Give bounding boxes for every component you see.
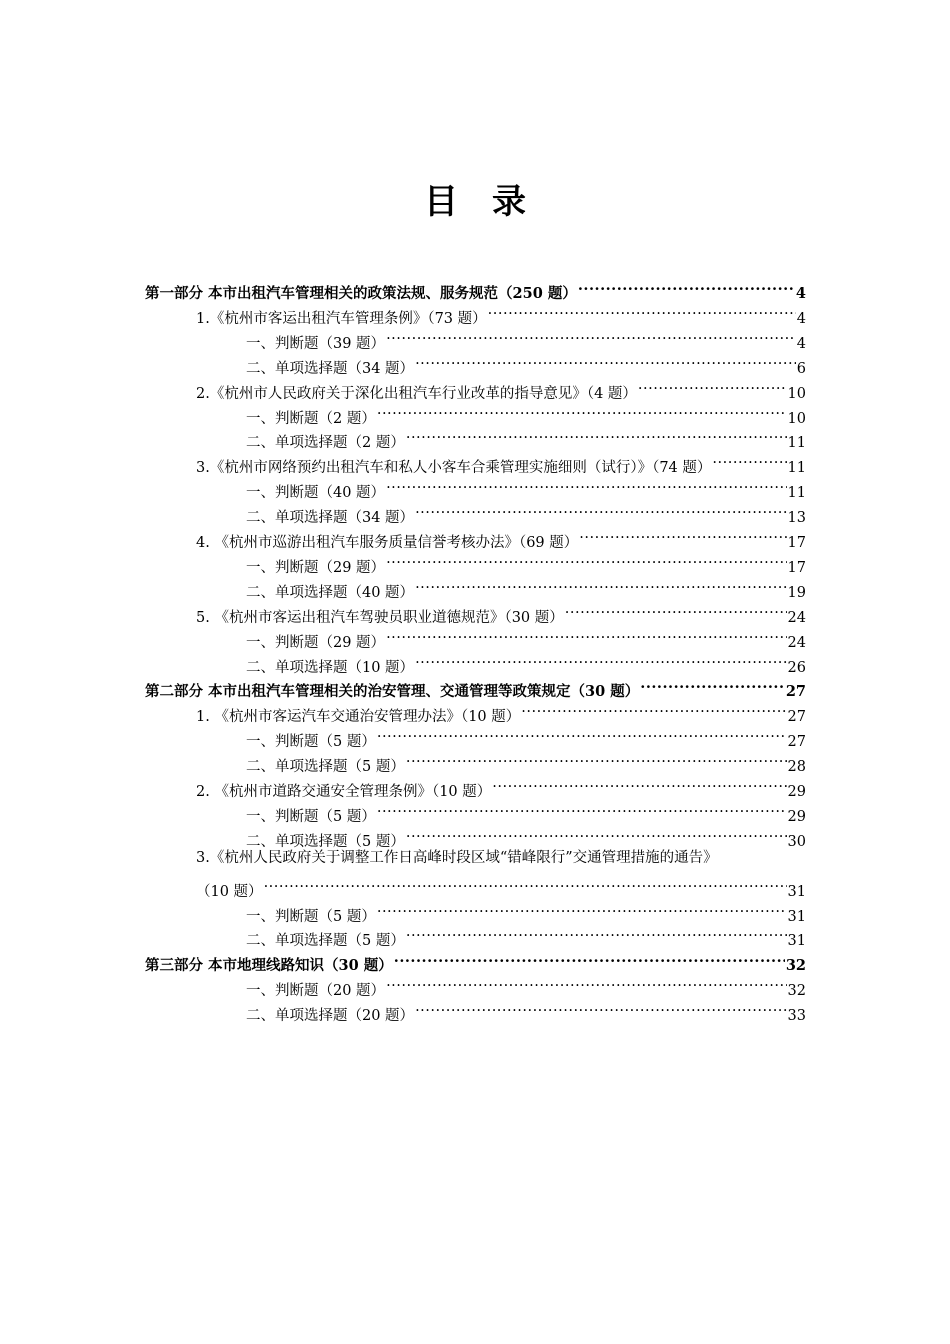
toc-page-number: 32 (787, 983, 806, 1000)
toc-section-entry[interactable] (246, 721, 806, 751)
toc-entry-label: 二、单项选择题（20 题） (246, 1008, 415, 1025)
toc-section-entry[interactable] (246, 796, 806, 825)
toc-section-entry[interactable] (246, 547, 806, 576)
toc-page-number: 28 (787, 759, 806, 776)
toc-section-entry[interactable] (246, 348, 806, 377)
toc-entry-label: 一、判断题（5 题） (246, 908, 376, 925)
toc-chapter-entry[interactable] (196, 373, 806, 402)
toc-dot-leader (386, 323, 796, 348)
toc-part-entry[interactable] (145, 273, 806, 302)
toc-page-number: 11 (787, 460, 806, 477)
toc-chapter-entry[interactable] (196, 597, 806, 626)
toc-part-entry[interactable] (145, 671, 806, 701)
toc-dot-leader (377, 896, 787, 921)
toc-page-number: 32 (785, 957, 806, 975)
toc-page-number: 11 (787, 485, 806, 502)
toc-dot-leader (406, 821, 787, 846)
toc-page-number: 27 (785, 683, 806, 701)
toc-dot-leader (579, 522, 786, 547)
toc-page-number: 6 (796, 360, 806, 377)
toc-entry-label: 二、单项选择题（5 题） (246, 933, 405, 950)
toc-entry-label: 4. 《杭州市巡游出租汽车服务质量信誉考核办法》（69 题） (196, 535, 579, 551)
toc-page-number: 24 (787, 634, 806, 651)
toc-page-number: 27 (787, 734, 806, 751)
toc-entry-label: 二、单项选择题（34 题） (246, 360, 415, 377)
toc-chapter-entry[interactable] (196, 771, 806, 800)
toc-dot-leader (638, 373, 787, 398)
toc-entry-label: 5. 《杭州市客运出租汽车驾驶员职业道德规范》（30 题） (196, 609, 564, 626)
toc-page-number: 29 (787, 808, 806, 825)
toc-dot-leader (492, 771, 786, 796)
toc-entry-label: 2.《杭州市人民政府关于深化出租汽车行业改革的指导意见》（4 题） (196, 385, 637, 402)
toc-entry-label: 第二部分 本市出租汽车管理相关的治安管理、交通管理等政策规定（30 题） (145, 683, 640, 701)
toc-page-number: 19 (787, 584, 806, 601)
toc-dot-leader (578, 273, 795, 298)
toc-page-number: 13 (787, 510, 806, 527)
toc-dot-leader (386, 970, 786, 995)
toc-page-number: 10 (787, 410, 806, 427)
toc-page-number: 29 (787, 784, 806, 800)
toc-dot-leader (415, 348, 796, 373)
toc-entry-label: 一、判断题（2 题） (246, 410, 376, 427)
toc-entry-label: 一、判断题（29 题） (246, 634, 386, 651)
toc-dot-leader (377, 796, 787, 821)
toc-entry-label: 一、判断题（29 题） (246, 559, 386, 576)
toc-section-entry[interactable] (246, 647, 806, 676)
toc-page-number: 4 (796, 310, 806, 327)
toc-dot-leader (415, 572, 786, 597)
toc-chapter-entry[interactable] (196, 846, 806, 871)
toc-section-entry[interactable] (246, 472, 806, 502)
toc-entry-label: 3.《杭州市网络预约出租汽车和私人小客车合乘管理实施细则（试行）》（74 题） (196, 460, 712, 477)
page-title (0, 174, 950, 223)
toc-page-number: 30 (787, 833, 806, 850)
toc-dot-leader (406, 422, 787, 447)
toc-dot-leader (377, 721, 787, 746)
toc-section-entry[interactable] (246, 821, 806, 850)
toc-page-number: 33 (787, 1008, 806, 1025)
toc-entry-label: 第一部分 本市出租汽车管理相关的政策法规、服务规范（250 题） (145, 285, 577, 302)
toc-dot-leader (521, 696, 786, 721)
toc-dot-leader (377, 398, 787, 423)
toc-dot-leader (415, 497, 786, 522)
toc-page-number: 17 (787, 559, 806, 576)
toc-entry-label: 二、单项选择题（2 题） (246, 435, 405, 452)
toc-page-number: 10 (787, 385, 806, 402)
toc-entry-label: 一、判断题（39 题） (246, 335, 386, 352)
toc-entry-label: 一、判断题（5 题） (246, 734, 376, 751)
toc-chapter-entry[interactable] (196, 298, 806, 327)
toc-entry-label: 二、单项选择题（10 题） (246, 659, 415, 676)
toc-entry-label: 2. 《杭州市道路交通安全管理条例》（10 题） (196, 784, 492, 800)
toc-page-number: 27 (787, 709, 806, 726)
toc-page-number: 31 (787, 933, 806, 950)
toc-dot-leader (386, 472, 786, 497)
toc-entry-label: 二、单项选择题（34 题） (246, 510, 415, 527)
toc-section-entry[interactable] (246, 497, 806, 527)
toc-dot-leader (394, 945, 785, 970)
toc-entry-label: 二、单项选择题（5 题） (246, 833, 405, 850)
toc-entry-label: （10 题） (196, 883, 263, 900)
toc-section-entry[interactable] (246, 323, 806, 352)
toc-dot-leader (406, 920, 787, 945)
toc-chapter-entry[interactable] (196, 522, 806, 551)
toc-page-number: 24 (787, 609, 806, 626)
toc-dot-leader (640, 671, 785, 696)
toc-page-number: 11 (787, 435, 806, 452)
toc-page-number: 4 (796, 335, 806, 352)
toc-dot-leader (386, 622, 786, 647)
toc-dot-leader (565, 597, 787, 622)
toc-entry-label: 一、判断题（40 题） (246, 485, 386, 502)
toc-chapter-entry[interactable] (196, 871, 806, 900)
toc-dot-leader (386, 547, 786, 572)
toc-dot-leader (415, 647, 786, 672)
toc-page-number: 26 (787, 659, 806, 676)
toc-section-entry[interactable] (246, 920, 806, 950)
toc-entry-label: 二、单项选择题（40 题） (246, 584, 415, 601)
toc-page-number: 17 (787, 535, 806, 551)
toc-entry-label: 1.《杭州市客运出租汽车管理条例》（73 题） (196, 310, 487, 327)
toc-section-entry[interactable] (246, 746, 806, 776)
toc-dot-leader (415, 995, 786, 1020)
toc-entry-label: 二、单项选择题（5 题） (246, 759, 405, 776)
toc-entry-label: 一、判断题（20 题） (246, 983, 386, 1000)
toc-page-number: 31 (787, 908, 806, 925)
title-char-2: 录 (492, 182, 526, 222)
toc-section-entry[interactable] (246, 896, 806, 925)
toc-section-entry[interactable] (246, 398, 806, 427)
toc-page-number: 31 (787, 883, 806, 900)
toc-chapter-entry[interactable] (196, 447, 806, 477)
toc-page-number: 4 (795, 285, 806, 302)
toc-dot-leader (488, 298, 796, 323)
toc-dot-leader (264, 871, 787, 896)
toc-dot-leader (406, 746, 787, 771)
toc-section-entry[interactable] (246, 970, 806, 1000)
toc-entry-label: 1. 《杭州市客运汽车交通治安管理办法》（10 题） (196, 709, 521, 726)
toc-entry-label: 第三部分 本市地理线路知识（30 题） (145, 957, 393, 975)
toc-entry-label: 一、判断题（5 题） (246, 808, 376, 825)
toc-dot-leader (712, 447, 786, 472)
toc-section-entry[interactable] (246, 622, 806, 651)
toc-chapter-entry[interactable] (196, 696, 806, 726)
toc-section-entry[interactable] (246, 572, 806, 601)
toc-section-entry[interactable] (246, 422, 806, 452)
title-char-1: 目 (424, 182, 458, 222)
toc-entry-label: 3.《杭州人民政府关于调整工作日高峰时段区域“错峰限行”交通管理措施的通告》 (196, 849, 718, 866)
toc-part-entry[interactable] (145, 945, 806, 975)
toc-section-entry[interactable] (246, 995, 806, 1025)
